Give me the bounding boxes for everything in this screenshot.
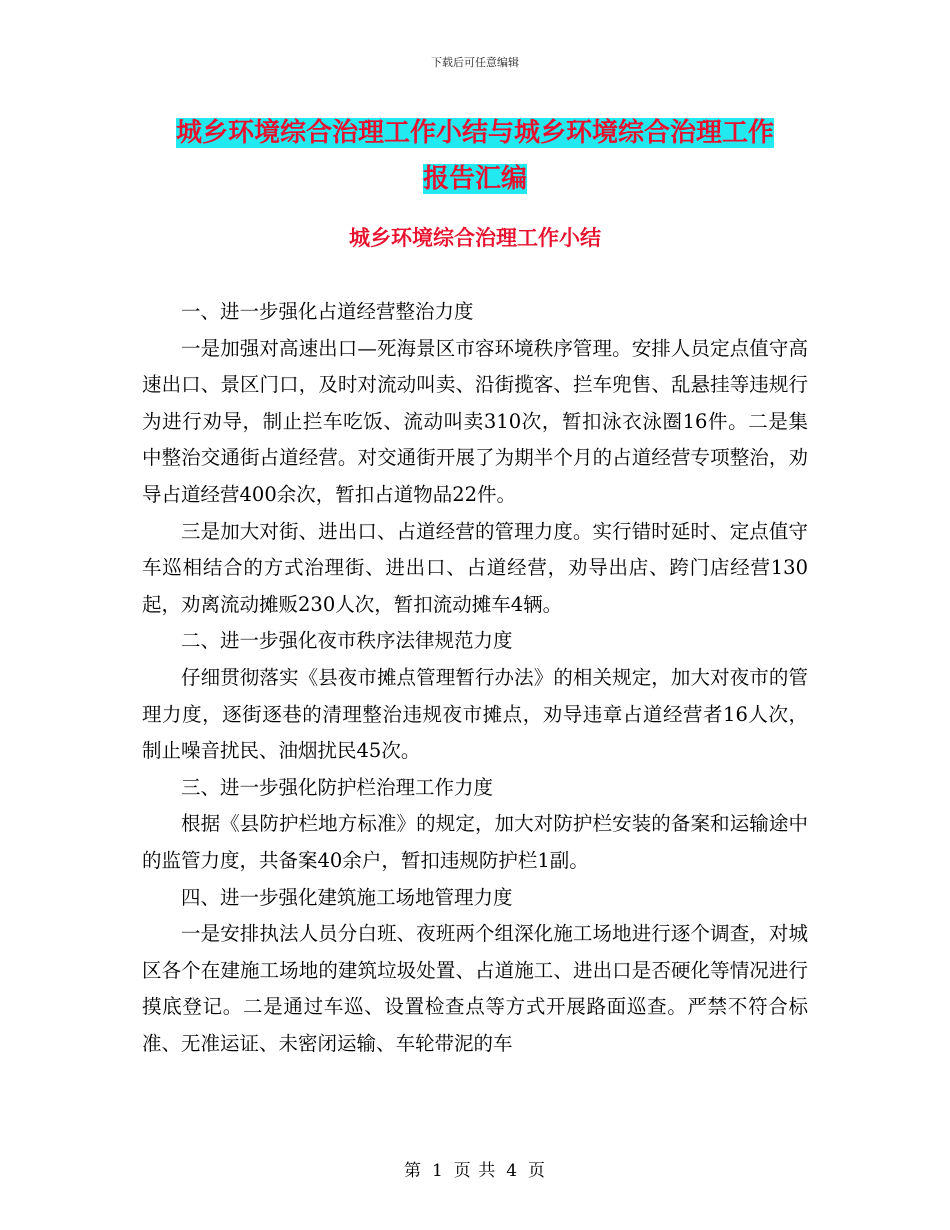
footer-prefix: 第 (403, 1161, 422, 1181)
paragraph: 仔细贯彻落实《县夜市摊点管理暂行办法》的相关规定，加大对夜市的管理力度，逐街逐巷的清理整治违规夜市摊点，劝导违章占道经营者16人次，制止噪音扰民、油烟扰民45次。 (142, 665, 808, 763)
document-title (140, 110, 810, 202)
header-note: 下载后可任意编辑 (431, 56, 519, 69)
page-footer (0, 1156, 950, 1181)
paragraph: 根据《县防护栏地方标准》的规定，加大对防护栏安装的备案和运输途中的监管力度，共备案40余户，暂扣违规防护栏1副。 (142, 812, 808, 872)
document-title-line-1: 城乡环境综合治理工作小结与城乡环境综合治理工作 (175, 118, 774, 148)
paragraph: 三是加大对街、进出口、占道经营的管理力度。实行错时延时、定点值守车巡相结合的方式治理街、进出口、占道经营，劝导出店、跨门店经营130起，劝离流动摊贩230人次，暂扣流动摊车4辆。 (142, 519, 808, 616)
body-text (142, 294, 808, 1062)
paragraph: 一是加强对高速出口—死海景区市容环境秩序管理。安排人员定点值守高速出口、景区门口，及时对流动叫卖、沿街揽客、拦车兜售、乱悬挂等违规行为进行劝导，制止拦车吃饭、流动叫卖310次，暂扣泳衣泳圈16件。二是集中整治交通街占道经营。对交通街开展了为期半个月的占道经营专项整治，劝导占道经营400余次，暂扣占道物品22件。 (142, 336, 808, 506)
heading-2: 二、进一步强化夜市秩序法律规范力度 (181, 629, 513, 653)
heading-3: 三、进一步强化防护栏治理工作力度 (181, 775, 494, 799)
page-number: 1 (431, 1161, 444, 1181)
footer-suffix: 页 (528, 1161, 547, 1181)
paragraph: 一是安排执法人员分白班、夜班两个组深化施工场地进行逐个调查，对城区各个在建施工场地的建筑垃圾处置、占道施工、进出口是否硬化等情况进行摸底登记。二是通过车巡、设置检查点等方式开展路面巡查。严禁不符合标准、无准运证、未密闭运输、车轮带泥的车 (142, 922, 808, 1055)
heading-4: 四、进一步强化建筑施工场地管理力度 (181, 885, 513, 909)
section-title: 城乡环境综合治理工作小结 (349, 226, 601, 250)
footer-middle: 页 共 (453, 1161, 497, 1181)
document-title-line-2: 报告汇编 (422, 164, 527, 194)
heading-1: 一、进一步强化占道经营整治力度 (181, 300, 474, 323)
total-pages: 4 (506, 1161, 519, 1181)
